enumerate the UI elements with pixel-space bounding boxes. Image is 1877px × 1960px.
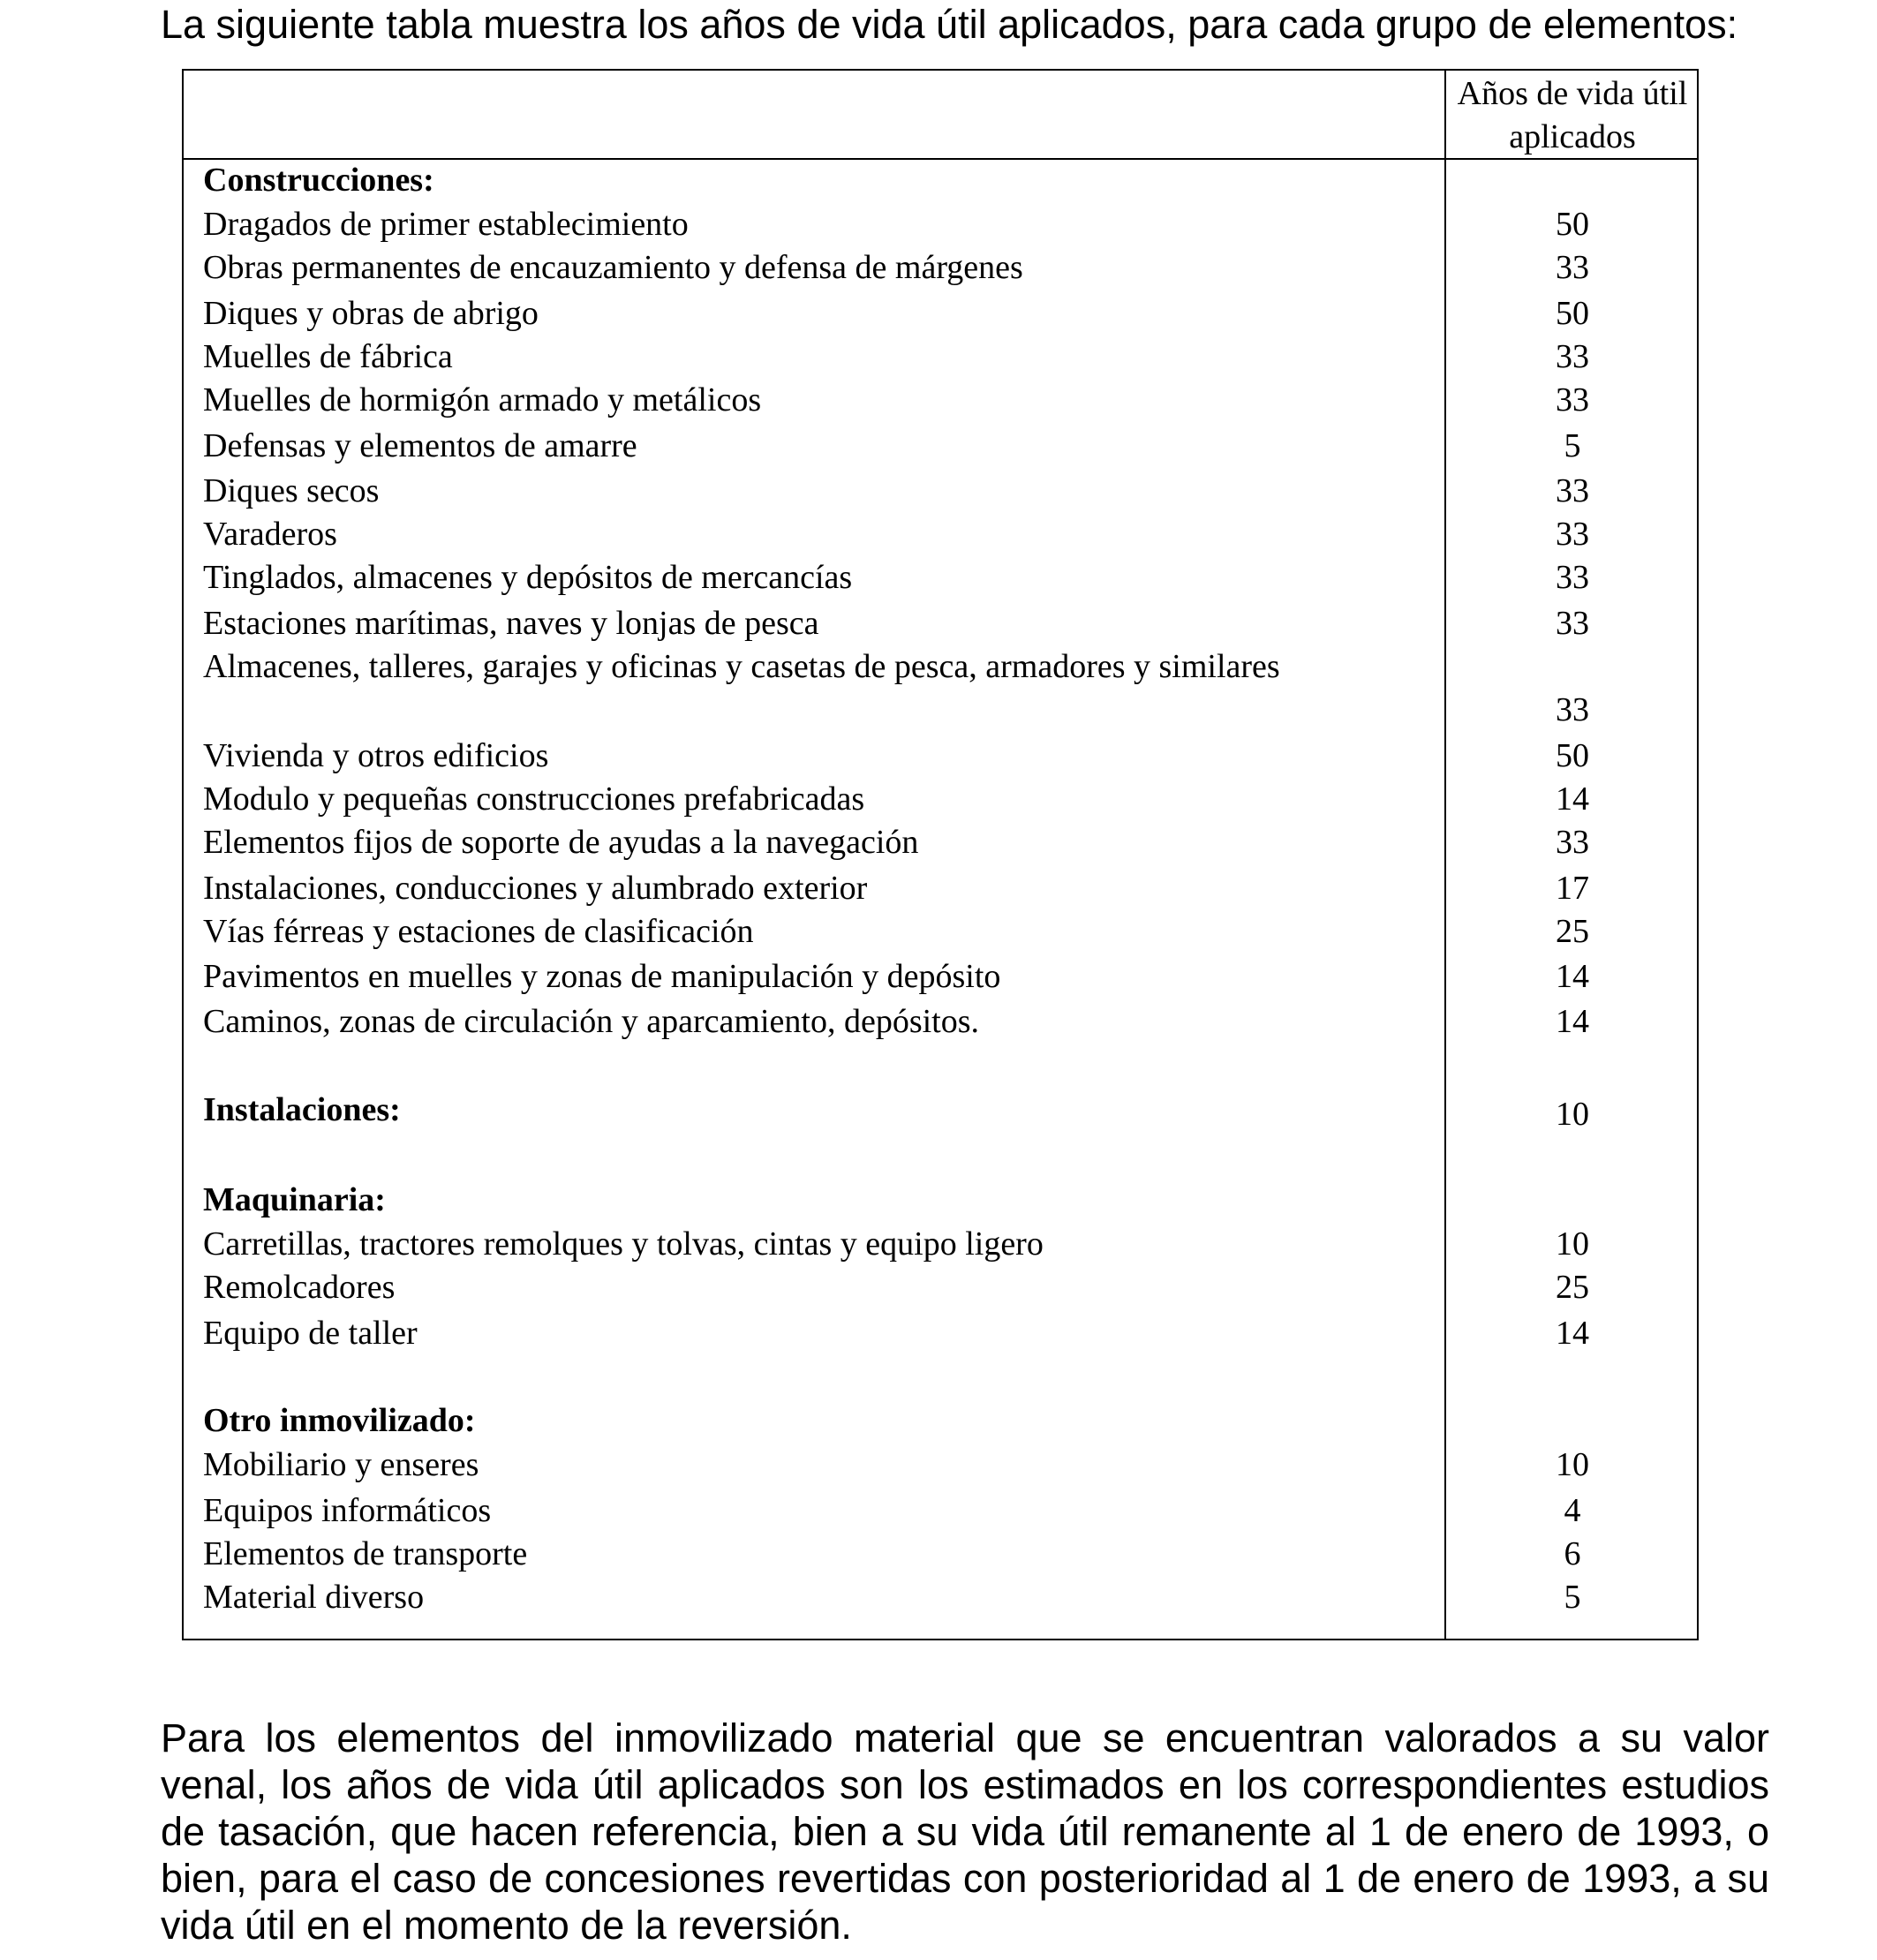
closing-paragraph: Para los elementos del inmovilizado material que se encuentran valorados a su valor venal, los años de vida útil aplicados son los estimados en los correspondientes estudios de tasación, que hacen referencia, bien a su vida útil remanente al 1 de enero de 1993, o bien, para el caso de concesiones revertidas con posterioridad al 1 de enero de 1993, a su vida útil en el momento de la reversión. — [161, 1715, 1769, 1948]
table-row — [203, 425, 1697, 468]
row-value: 33 — [1556, 338, 1589, 375]
row-label: Construcciones: — [203, 162, 434, 199]
intro-paragraph: La siguiente tabla muestra los años de vida útil aplicados, para cada grupo de elementos: — [161, 2, 1738, 47]
row-value: 6 — [1564, 1535, 1581, 1572]
row-label: Diques y obras de abrigo — [203, 295, 539, 332]
row-label: Modulo y pequeñas construcciones prefabricadas — [203, 780, 865, 818]
row-value: 17 — [1556, 870, 1589, 907]
row-label: Dragados de primer establecimiento — [203, 206, 689, 243]
row-value: 25 — [1556, 913, 1589, 950]
table-row — [203, 1312, 1697, 1355]
table-row — [203, 556, 1697, 599]
row-label: Instalaciones, conducciones y alumbrado exterior — [203, 870, 868, 907]
row-label: Varaderos — [203, 516, 337, 553]
table-row — [203, 246, 1697, 290]
table-row — [203, 1266, 1697, 1309]
row-value: 33 — [1556, 472, 1589, 509]
row-label: Pavimentos en muelles y zonas de manipulación y depósito — [203, 958, 1001, 995]
row-value: 5 — [1564, 427, 1581, 464]
row-label: Equipos informáticos — [203, 1492, 492, 1529]
row-label: Tinglados, almacenes y depósitos de mercancías — [203, 559, 853, 596]
row-value: 10 — [1556, 1446, 1589, 1483]
table-row — [203, 735, 1697, 778]
table-row — [203, 645, 1697, 732]
row-label: Almacenes, talleres, garajes y oficinas y casetas de pesca, armadores y similares — [203, 648, 1280, 685]
table-row — [203, 910, 1697, 954]
row-value: 5 — [1564, 1579, 1581, 1616]
row-label: Caminos, zonas de circulación y aparcamiento, depósitos. — [203, 1003, 980, 1040]
row-label: Equipo de taller — [203, 1315, 418, 1352]
section-row-otro-inmovilizado — [203, 1399, 1697, 1443]
row-value: 14 — [1556, 1003, 1589, 1040]
row-label: Mobiliario y enseres — [203, 1446, 479, 1483]
table-row — [203, 1444, 1697, 1487]
row-label: Diques secos — [203, 472, 380, 509]
row-value: 50 — [1556, 737, 1589, 774]
row-label: Elementos fijos de soporte de ayudas a la navegación — [203, 824, 919, 861]
table-row — [203, 1533, 1697, 1576]
row-label: Vivienda y otros edificios — [203, 737, 549, 774]
row-value: 33 — [1556, 824, 1589, 861]
row-label: Muelles de fábrica — [203, 338, 453, 375]
table-row — [203, 379, 1697, 422]
table-row — [203, 955, 1697, 999]
table-row — [203, 867, 1697, 910]
table-row — [203, 203, 1697, 246]
row-value: 33 — [1556, 381, 1589, 418]
row-label: Vías férreas y estaciones de clasificación — [203, 913, 754, 950]
table-row — [203, 292, 1697, 335]
row-value: 14 — [1556, 1315, 1589, 1352]
row-label: Carretillas, tractores remolques y tolvas, cintas y equipo ligero — [203, 1225, 1044, 1263]
row-value: 33 — [1556, 559, 1589, 596]
table-row — [203, 821, 1697, 864]
row-label: Remolcadores — [203, 1269, 396, 1306]
table-row — [203, 602, 1697, 645]
row-value: 33 — [1556, 691, 1589, 728]
row-value: 10 — [1556, 1225, 1589, 1263]
row-label: Instalaciones: — [203, 1091, 401, 1128]
row-value: 33 — [1556, 249, 1589, 286]
section-row-maquinaria — [203, 1179, 1697, 1222]
table-row — [203, 778, 1697, 821]
row-value: 14 — [1556, 958, 1589, 995]
row-value: 14 — [1556, 780, 1589, 818]
row-label: Obras permanentes de encauzamiento y defensa de márgenes — [203, 249, 1023, 286]
section-row-construcciones — [203, 159, 1697, 202]
useful-life-table — [182, 69, 1699, 1640]
table-row — [203, 1576, 1697, 1619]
row-label: Maquinaria: — [203, 1181, 386, 1218]
table-row — [203, 335, 1697, 379]
table-row — [203, 1223, 1697, 1266]
row-value: 50 — [1556, 295, 1589, 332]
column-header-years: Años de vida útil aplicados — [1457, 75, 1688, 155]
row-value: 50 — [1556, 206, 1589, 243]
table-row — [203, 513, 1697, 556]
table-row — [203, 1489, 1697, 1533]
row-value: 25 — [1556, 1269, 1589, 1306]
row-label: Defensas y elementos de amarre — [203, 427, 637, 464]
row-label: Elementos de transporte — [203, 1535, 528, 1572]
section-row-instalaciones — [203, 1089, 1697, 1132]
row-label: Material diverso — [203, 1579, 425, 1616]
row-value: 10 — [1556, 1096, 1589, 1133]
row-label: Muelles de hormigón armado y metálicos — [203, 381, 762, 418]
table-row — [203, 1000, 1697, 1044]
table-row — [203, 470, 1697, 513]
row-label: Estaciones marítimas, naves y lonjas de pesca — [203, 605, 819, 642]
row-value: 4 — [1564, 1492, 1581, 1529]
row-value: 33 — [1556, 516, 1589, 553]
row-value: 33 — [1556, 605, 1589, 642]
row-label: Otro inmovilizado: — [203, 1402, 476, 1439]
